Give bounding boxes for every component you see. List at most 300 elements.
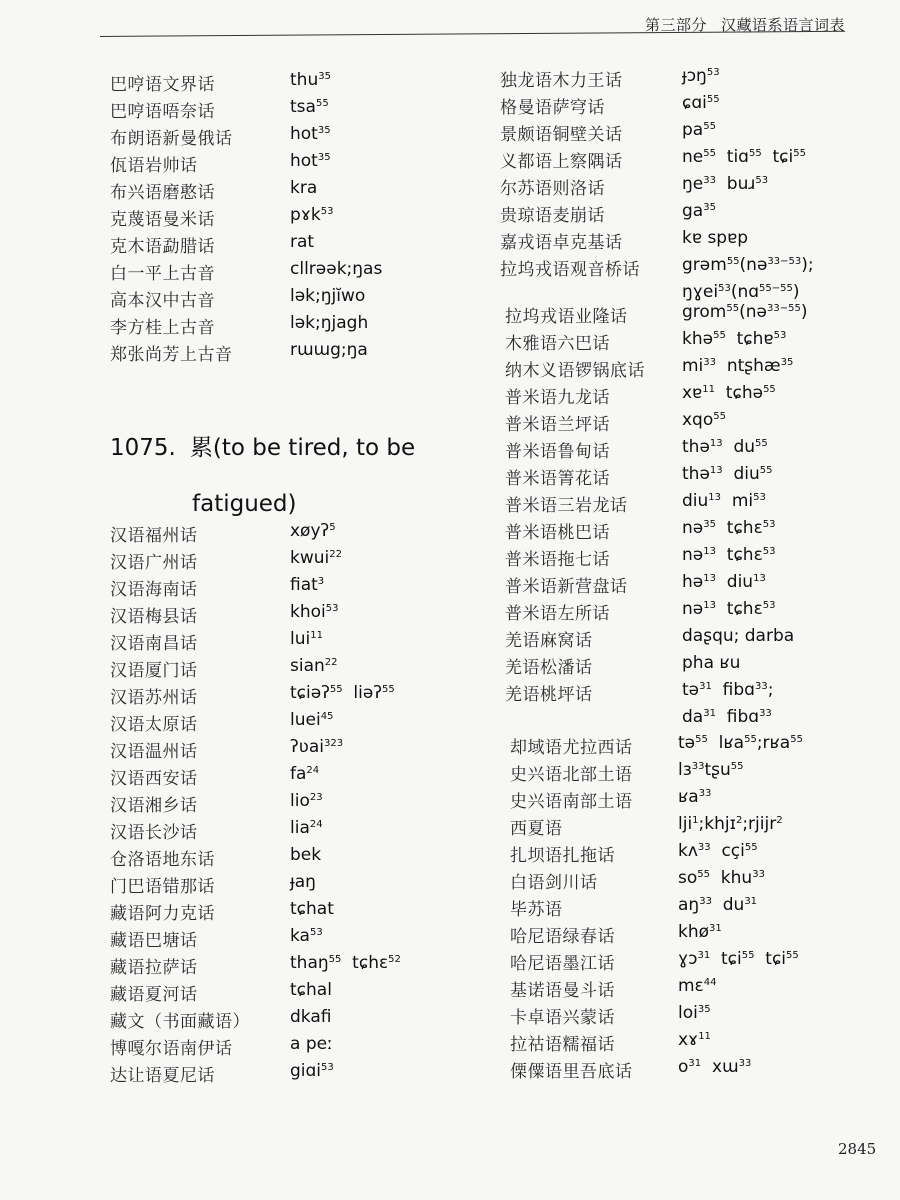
tone-superscript: 55 (744, 842, 758, 853)
form-segment: diu (722, 464, 760, 484)
form-segment: (nə (739, 255, 768, 275)
tone-superscript: 3 (317, 576, 325, 587)
word-form (290, 1007, 331, 1027)
tone-superscript: 31 (688, 1058, 702, 1069)
form-segment: (nɑ (730, 282, 760, 302)
tone-superscript: 55 (790, 734, 803, 745)
form-segment: o (678, 1057, 689, 1077)
word-form (290, 70, 331, 90)
form-segment: tɕhə (715, 383, 764, 403)
form-segment: fa (290, 764, 307, 784)
form-segment: ɣɔ (678, 949, 698, 969)
word-form (678, 949, 799, 969)
form-segment: pɤk (290, 205, 321, 225)
word-form (290, 953, 401, 973)
language-name: 木雅语六巴话 (505, 334, 610, 354)
word-form (290, 980, 332, 1000)
tone-superscript: 55 (748, 148, 762, 159)
form-segment: fibɑ (711, 680, 755, 700)
language-name: 普米语鲁甸话 (505, 442, 610, 462)
tone-superscript: 55 (793, 148, 806, 159)
word-form (290, 548, 342, 568)
form-segment: xɯ (701, 1057, 739, 1077)
form-segment: ga (682, 201, 704, 221)
form-segment: ;rjijr (742, 814, 777, 834)
word-form (290, 656, 338, 676)
word-form (682, 93, 720, 113)
form-segment: a peː (290, 1034, 333, 1054)
language-name: 羌语麻窝话 (505, 631, 593, 651)
form-segment: ʔʋai (290, 737, 324, 757)
tone-superscript: 55 (713, 411, 726, 422)
word-form (290, 629, 323, 649)
form-segment: grəm (682, 255, 727, 275)
tone-superscript: 22 (324, 657, 338, 668)
word-form (290, 1034, 333, 1054)
word-form (682, 282, 800, 302)
form-segment: ɟɔŋ (682, 66, 707, 86)
word-form (682, 626, 794, 646)
form-segment: nə (682, 599, 704, 619)
tone-superscript: 53 (718, 283, 731, 294)
form-segment: tɕhɛ (341, 953, 389, 973)
form-segment: kɐ spɐp (682, 228, 749, 248)
language-name: 藏语巴塘话 (110, 931, 198, 951)
form-segment: tɕi (754, 949, 787, 969)
language-name: 郑张尚芳上古音 (110, 345, 233, 365)
form-segment: thu (290, 70, 319, 90)
tone-superscript: 55 (763, 384, 776, 395)
language-name: 白一平上古音 (110, 264, 215, 284)
form-segment: tɕiəʔ (290, 683, 330, 703)
tone-superscript: 55 (329, 684, 343, 695)
word-form (290, 575, 324, 595)
word-form (290, 737, 343, 757)
language-name: 西夏语 (510, 819, 563, 839)
language-name: 白语剑川话 (510, 873, 598, 893)
word-form (682, 599, 776, 619)
language-name: 独龙语木力王话 (500, 71, 623, 91)
language-name: 普米语左所话 (505, 604, 610, 624)
word-form (682, 680, 773, 700)
tone-superscript: 33−53 (767, 256, 802, 267)
tone-superscript: 33 (691, 761, 705, 772)
word-form (290, 313, 368, 333)
tone-superscript: 55 (695, 734, 708, 745)
form-segment: tɕhɛ (715, 518, 763, 538)
form-segment: thə (682, 464, 710, 484)
language-name: 普米语九龙话 (505, 388, 610, 408)
language-name: 拉祜语糯福话 (510, 1035, 615, 1055)
entry-gloss-line2: fatigued) (192, 491, 297, 517)
language-name: 嘉戎语卓克基话 (500, 233, 623, 253)
entry-headword: 累 (189, 435, 213, 461)
word-form (290, 845, 321, 865)
word-form (290, 899, 334, 919)
word-form (678, 868, 765, 888)
tone-superscript: 55 (697, 869, 710, 880)
form-segment: ne (682, 147, 704, 167)
word-form (682, 329, 786, 349)
language-name: 景颇语铜壁关话 (500, 125, 623, 145)
tone-superscript: 33 (697, 842, 711, 853)
word-form (678, 922, 722, 942)
form-segment: ŋɣei (682, 282, 719, 302)
language-name: 藏语夏河话 (110, 985, 198, 1005)
tone-superscript: 2 (735, 815, 743, 826)
word-form (682, 356, 793, 376)
word-form (682, 572, 766, 592)
form-segment: mi (682, 356, 704, 376)
language-name: 拉坞戎语观音桥话 (500, 260, 640, 280)
language-name: 普米语桃巴话 (505, 523, 610, 543)
tone-superscript: 55 (730, 761, 744, 772)
word-form (682, 255, 814, 275)
word-form (678, 1057, 751, 1077)
form-segment: so (678, 868, 698, 888)
language-name: 巴哼语文界话 (110, 75, 215, 95)
tone-superscript: 53 (309, 927, 323, 938)
tone-superscript: 33−55 (766, 303, 801, 314)
tone-superscript: 13 (703, 546, 716, 557)
tone-superscript: 11 (702, 384, 715, 395)
form-segment: ɟaŋ (290, 872, 316, 892)
form-segment: grom (682, 302, 727, 322)
form-segment: lia (290, 818, 310, 838)
tone-superscript: 55 (726, 303, 740, 314)
form-segment: mi (721, 491, 754, 511)
language-name: 李方桂上古音 (110, 318, 215, 338)
word-form (290, 1061, 334, 1081)
tone-superscript: 53 (321, 1062, 334, 1073)
tone-superscript: 35 (703, 202, 716, 213)
tone-superscript: 5 (329, 522, 336, 533)
form-segment: tɕhɛ (715, 545, 763, 565)
form-segment: du (722, 437, 756, 457)
form-segment: thaŋ (290, 953, 329, 973)
language-name: 博嘎尔语南伊话 (110, 1039, 233, 1059)
tone-superscript: 53 (706, 67, 720, 78)
word-form (290, 97, 329, 117)
word-form (290, 872, 316, 892)
tone-superscript: 44 (703, 977, 717, 988)
form-segment: da (682, 707, 704, 727)
language-name: 汉语南昌话 (110, 634, 198, 654)
tone-superscript: 33 (698, 788, 712, 799)
form-segment: tɕi (761, 147, 794, 167)
form-segment: lʁa (707, 733, 745, 753)
language-name: 却域语尤拉西话 (510, 738, 633, 758)
form-segment: tiɑ (715, 147, 749, 167)
form-segment: khu (710, 868, 753, 888)
tone-superscript: 55 (726, 256, 740, 267)
tone-superscript: 11 (310, 630, 323, 641)
tone-superscript: 55 (786, 950, 799, 961)
language-name: 汉语苏州话 (110, 688, 198, 708)
tone-superscript: 55 (328, 954, 342, 965)
tone-superscript: 31 (744, 896, 758, 907)
tone-superscript: 13 (709, 438, 723, 449)
form-segment: tɕhɐ (725, 329, 774, 349)
word-form (682, 147, 806, 167)
word-form (290, 791, 323, 811)
tone-superscript: 33 (703, 175, 716, 186)
word-form (290, 710, 333, 730)
language-name: 哈尼语绿春话 (510, 927, 615, 947)
tone-superscript: 31 (703, 708, 716, 719)
language-name: 贵琼语麦崩话 (500, 206, 605, 226)
form-segment: nə (682, 518, 704, 538)
language-name: 汉语福州话 (110, 526, 198, 546)
language-name: 卡卓语兴蒙话 (510, 1008, 615, 1028)
tone-superscript: 55 (713, 330, 726, 341)
tone-superscript: 1 (692, 815, 699, 826)
form-segment: du (711, 895, 745, 915)
word-form (682, 464, 772, 484)
word-form (678, 733, 803, 753)
language-name: 藏文（书面藏语） (110, 1012, 250, 1032)
form-segment: khə (682, 329, 714, 349)
tone-superscript: 35 (317, 125, 331, 136)
language-name: 傈僳语里吾底话 (510, 1062, 633, 1082)
tone-superscript: 323 (323, 738, 344, 749)
word-form (678, 1003, 711, 1023)
form-segment: ;rʁa (756, 733, 791, 753)
language-name: 汉语长沙话 (110, 823, 198, 843)
word-form (682, 707, 772, 727)
language-name: 克木语勐腊话 (110, 237, 215, 257)
word-form (682, 491, 766, 511)
language-name: 布朗语新曼俄话 (110, 129, 233, 149)
form-segment: ŋe (682, 174, 704, 194)
form-segment: xqo (682, 410, 714, 430)
tone-superscript: 55−55 (759, 283, 793, 294)
language-name: 汉语厦门话 (110, 661, 198, 681)
form-segment: khoi (290, 602, 326, 622)
tone-superscript: 55 (706, 94, 720, 105)
language-name: 义都语上察隅话 (500, 152, 623, 172)
form-segment: tsa (290, 97, 316, 117)
form-segment: liəʔ (342, 683, 382, 703)
form-segment: ka (290, 926, 310, 946)
form-segment: kwui (290, 548, 330, 568)
form-segment: aŋ (678, 895, 700, 915)
word-form (682, 120, 716, 140)
tone-superscript: 55 (382, 684, 395, 695)
language-name: 汉语太原话 (110, 715, 198, 735)
language-name: 哈尼语墨江话 (510, 954, 615, 974)
word-form (678, 814, 783, 834)
word-form (682, 410, 726, 430)
tone-superscript: 55 (703, 121, 716, 132)
form-segment: cçi (710, 841, 745, 861)
tone-superscript: 55 (315, 98, 329, 109)
form-segment: fibɑ (715, 707, 760, 727)
header-part: 第三部分 (644, 16, 707, 34)
form-segment: lji (678, 814, 693, 834)
word-form (290, 926, 323, 946)
language-name: 基诺语曼斗话 (510, 981, 615, 1001)
form-segment: lək;ŋjagh (290, 313, 369, 333)
word-form (678, 1030, 711, 1050)
form-segment: tə (682, 680, 700, 700)
tone-superscript: 11 (698, 1031, 711, 1042)
form-segment: ; (767, 680, 774, 700)
form-segment: xɐ (682, 383, 703, 403)
word-form (682, 518, 776, 538)
language-name: 汉语西安话 (110, 769, 198, 789)
tone-superscript: 33 (738, 1058, 752, 1069)
word-form (290, 602, 338, 622)
language-name: 汉语海南话 (110, 580, 198, 600)
tone-superscript: 23 (309, 792, 323, 803)
form-segment: kʌ (678, 841, 698, 861)
language-name: 格曼语萨穹话 (500, 98, 605, 118)
word-form (678, 841, 758, 861)
tone-superscript: 35 (780, 357, 794, 368)
form-segment: sian (290, 656, 325, 676)
word-form (682, 201, 716, 221)
word-form (290, 286, 365, 306)
language-name: 藏语拉萨话 (110, 958, 198, 978)
language-name: 羌语桃坪话 (505, 685, 593, 705)
header-title: 汉藏语系语言词表 (720, 16, 845, 34)
form-segment: ) (800, 302, 808, 322)
tone-superscript: 53 (753, 492, 766, 503)
word-form (678, 787, 711, 807)
entry-gloss-line1: (to be tired, to be (212, 435, 416, 461)
word-form (290, 818, 323, 838)
form-segment: loi (678, 1003, 698, 1023)
form-segment: hot (290, 151, 318, 171)
tone-superscript: 53 (773, 330, 787, 341)
form-segment: ) (792, 282, 800, 302)
language-name: 毕苏语 (510, 900, 563, 920)
tone-superscript: 35 (318, 71, 331, 82)
language-name: 汉语湘乡话 (110, 796, 198, 816)
language-name: 达让语夏尼话 (110, 1066, 215, 1086)
word-form (290, 259, 382, 279)
language-name: 史兴语北部土语 (510, 765, 633, 785)
form-segment: hot (290, 124, 318, 144)
tone-superscript: 35 (703, 519, 716, 530)
tone-superscript: 24 (306, 765, 320, 776)
tone-superscript: 13 (703, 573, 716, 584)
language-name: 门巴语错那话 (110, 877, 215, 897)
form-segment: buɹ (715, 174, 756, 194)
tone-superscript: 33 (759, 708, 772, 719)
form-segment: diu (682, 491, 709, 511)
language-name: 尔苏语则洛话 (500, 179, 605, 199)
word-form (682, 545, 776, 565)
tone-superscript: 31 (697, 950, 711, 961)
language-name: 拉坞戎语业隆话 (505, 307, 628, 327)
language-name: 普米语拖七话 (505, 550, 610, 570)
word-form (290, 521, 336, 541)
form-segment: rat (290, 232, 315, 252)
form-segment: nə (682, 545, 704, 565)
tone-superscript: 53 (320, 206, 334, 217)
language-name: 史兴语南部土语 (510, 792, 633, 812)
form-segment: daʂqu; darba (682, 626, 795, 646)
word-form (290, 151, 331, 171)
tone-superscript: 45 (320, 711, 334, 722)
tone-superscript: 53 (762, 519, 776, 530)
word-form (682, 653, 740, 673)
form-segment: pha ʁu (682, 653, 741, 673)
form-segment: giɑi (290, 1061, 322, 1081)
word-form (678, 976, 716, 996)
page-number: 2845 (838, 1140, 877, 1158)
form-segment: luei (290, 710, 321, 730)
form-segment: diu (715, 572, 754, 592)
tone-superscript: 35 (317, 152, 331, 163)
tone-superscript: 53 (325, 603, 339, 614)
form-segment: (nə (739, 302, 767, 322)
form-segment: ntʂhæ (716, 356, 781, 376)
word-form (682, 437, 768, 457)
form-segment: lɜ (678, 760, 692, 780)
entry-number: 1075. (110, 435, 176, 461)
tone-superscript: 33 (754, 681, 768, 692)
tone-superscript: 31 (709, 923, 722, 934)
tone-superscript: 31 (699, 681, 712, 692)
word-form (678, 895, 757, 915)
tone-superscript: 55 (744, 734, 757, 745)
language-name: 普米语箐花话 (505, 469, 610, 489)
word-form (290, 124, 331, 144)
form-segment: tə (678, 733, 696, 753)
language-name: 藏语阿力克话 (110, 904, 215, 924)
form-segment: ʁa (678, 787, 699, 807)
tone-superscript: 24 (309, 819, 323, 830)
form-segment: ); (801, 255, 814, 275)
form-segment: ;khjɪ (698, 814, 736, 834)
tone-superscript: 53 (762, 546, 776, 557)
form-segment: bek (290, 845, 322, 865)
tone-superscript: 13 (709, 465, 723, 476)
language-name: 巴哼语唔奈话 (110, 102, 215, 122)
word-form (290, 205, 334, 225)
language-name: 普米语兰坪话 (505, 415, 610, 435)
tone-superscript: 33 (699, 896, 712, 907)
word-form (290, 764, 319, 784)
tone-superscript: 13 (703, 600, 716, 611)
tone-superscript: 55 (755, 438, 768, 449)
word-form (290, 232, 314, 252)
word-form (290, 683, 395, 703)
form-segment: xøyʔ (290, 521, 330, 541)
form-segment: mɛ (678, 976, 704, 996)
tone-superscript: 22 (329, 549, 342, 560)
form-segment: rɯɯg;ŋa (290, 340, 368, 360)
tone-superscript: 55 (703, 148, 716, 159)
form-segment: tɕhɛ (715, 599, 763, 619)
tone-superscript: 53 (755, 175, 769, 186)
language-name: 普米语三岩龙话 (505, 496, 628, 516)
entry-heading (110, 420, 440, 532)
tone-superscript: 55 (759, 465, 773, 476)
form-segment: xɤ (678, 1030, 699, 1050)
language-name: 佤语岩帅话 (110, 156, 198, 176)
tone-superscript: 55 (741, 950, 755, 961)
form-segment: hə (682, 572, 704, 592)
form-segment: tɕi (710, 949, 742, 969)
form-segment: pa (682, 120, 704, 140)
form-segment: lui (290, 629, 311, 649)
language-name: 高本汉中古音 (110, 291, 215, 311)
tone-superscript: 35 (697, 1004, 711, 1015)
